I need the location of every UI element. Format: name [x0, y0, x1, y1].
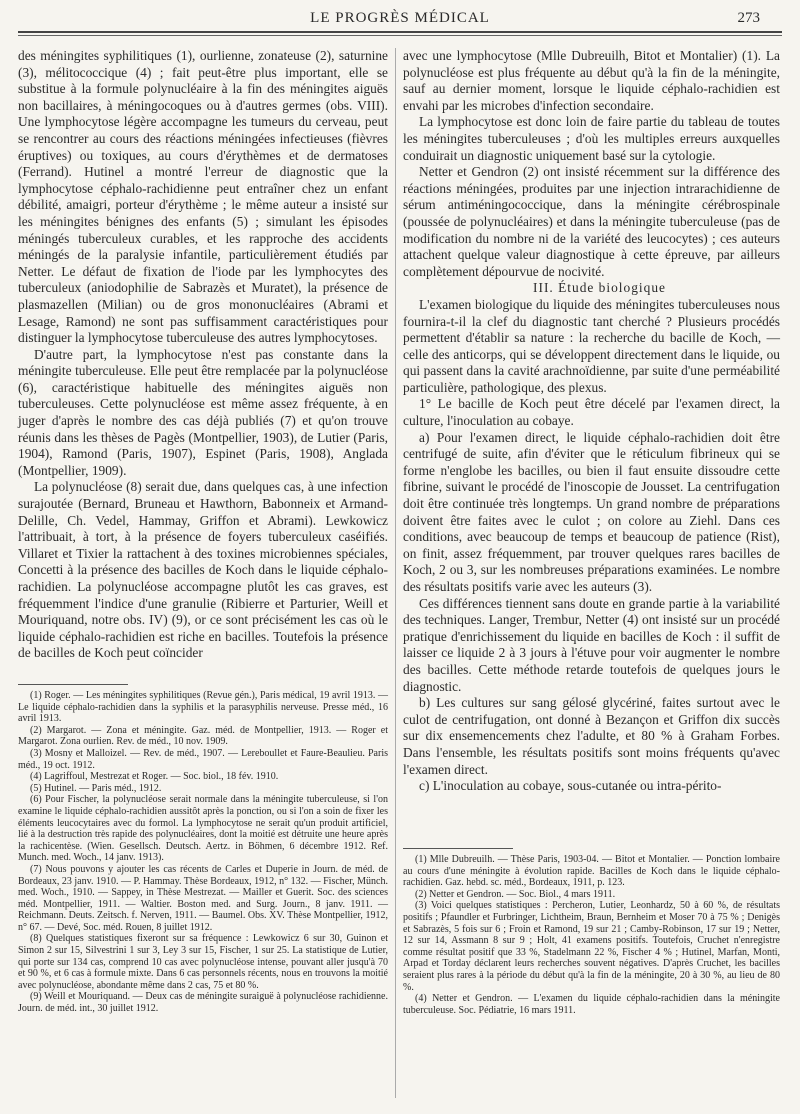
- body-paragraph: Ces différences tiennent sans doute en grande partie à la variabilité des techniques. Langer, Trembur, Netter (4) ont insisté sur un procédé pratique d'enrichissement du liquide en bacilles de Koch : il suffit de laisser ce liquide 2 à 3 jours à l'étuve pour voir augmenter le nombre des bacilles. Cette méthode retarde toutefois de quelques jours le diagnostic.: [403, 595, 780, 694]
- body-paragraph: 1° Le bacille de Koch peut être décelé par l'examen direct, la culture, l'inoculation au cobaye.: [403, 396, 780, 429]
- left-footnotes: [18, 690, 388, 1015]
- footnote-rule: [18, 684, 128, 685]
- body-paragraph: La lymphocytose est donc loin de faire partie du tableau de toutes les méningites tuberculeuses ; d'où les multiples erreurs auxquelles conduirait un diagnostic uniquement basé sur la cytologie.: [403, 114, 780, 163]
- footnote: (3) Mosny et Malloizel. — Rev. de méd., 1907. — Lereboullet et Faure-Beaulieu. Paris méd., 19 oct. 1912.: [18, 747, 388, 771]
- body-paragraph: D'autre part, la lymphocytose n'est pas constante dans la méningite tuberculeuse. Elle peut être remplacée par la polynucléose (6), caractéristique habituelle des méningites aiguës non tuberculeuses. Cette polynucléose est même assez fréquente, à en juger d'après le nombre des cas déjà publiés (7) et qu'on trouve réunis dans les thèses de Pagès (Montpellier, 1903), de Lutier (Paris, 1904), Ramond (Paris, 1907), Espinet (Paris, 1908), Anglada (Montpellier, 1909).: [18, 346, 388, 478]
- page-number: 273: [737, 10, 760, 26]
- body-paragraph: des méningites syphilitiques (1), ourlienne, zonateuse (2), saturnine (3), mélitococcique (4) ; fait peut-être plus important, elle se substitue à la formule polynucléaire à la fin des méningites aiguës non bacillaires, à méningocoques ou à d'autres germes (obs. VIII). Une lymphocytose légère accompagne les tumeurs du cerveau, peut se rencontrer au cours des réactions méningées infectieuses (fièvres éruptives) ou toxiques, au cours d'érythèmes et de dermatoses (Ferrand). Hutinel a montré l'erreur de diagnostic que la lymphocytose céphalo-rachidienne peut entraîner chez un enfant débilité, amaigri, porteur d'érythème ; le même auteur a insisté sur les méningites bénignes des enfants (5) ; simulant les épisodes méningés tuberculeux curables, et les rapproche des accidents méningés de la paralysie infantile, particulièrement étudiés par Netter. Le défaut de fixation de l'iode par les lymphocytes des tuberculeux (aniodophilie de Sabrazès et Muratet), la présence de plasmazellen (Milian) ou de gros mononucléaires (Abrami et Lesage, Ramond) ne sont pas suffisamment caractéristiques pour distinguer la lymphocytose tuberculeuse des autres lymphocytoses.: [18, 48, 388, 346]
- footnote: (1) Roger. — Les méningites syphilitiques (Revue gén.), Paris médical, 19 avril 1913. — Le liquide céphalo-rachidien dans la syphilis et la parasyphilis nerveuse. Presse méd., 16 avril 1913.: [18, 690, 388, 725]
- footnote: (7) Nous pouvons y ajouter les cas récents de Carles et Duperie in Journ. de méd. de Bordeaux, 23 janv. 1910. — P. Hammay. Thèse Bordeaux, 1912, n° 132. — Fischer, Münch. med. Woch., 1910. — Sappey, in Thèse Mestrezat. — Mailler et Guerit. Soc. des sciences méd. Montpellier, 1911. — Waltier. Boston med. and Surg. Journ., 8 janv. 1911. — Reichmann. Deuts. Zeitsch. f. Nerven, 1911. — Baumel. Obs. XV. Thèse Montpellier, 1912, n° 67. — Devé, Soc. méd. Rouen, 8 juillet 1912.: [18, 863, 388, 933]
- footnote: (1) Mlle Dubreuilh. — Thèse Paris, 1903-04. — Bitot et Montalier. — Ponction lombaire au cours d'une méningite à évolution rapide. Bacilles de Koch dans le liquide céphalo-rachidien. Gaz. hebd. sc. méd., Bordeaux, 1911, p. 123.: [403, 854, 780, 889]
- body-paragraph: La polynucléose (8) serait due, dans quelques cas, à une infection surajoutée (Bernard, Bruneau et Hawthorn, Babonneix et Armand-Delille, Ch. Vedel, Hammay, Griffon et Abrami). Lewkowicz l'attribuait, à tort, à la présence de foyers tuberculeux caséifiés. Villaret et Tixier la rattachent à des toxines microbiennes spéciales, Concetti à la présence des bacilles de Koch dans le liquide céphalo-rachidien. La polynucléose accompagne plutôt les cas graves, est fréquemment l'indice d'une granulie (Ribierre et Parturier, Weill et Mouriquand, notre obs. IV) (9), or ce sont précisément les cas où le liquide céphalo-rachidien est riche en bacilles. Toutefois la présence de bacilles de Koch peut coïncider: [18, 479, 388, 661]
- body-paragraph: a) Pour l'examen direct, le liquide céphalo-rachidien doit être centrifugé de suite, afin d'éviter que le réticulum fibrineux qui se forme n'englobe les bacilles, ou bien il faut ensuite dissoudre cette fibrine, suivant le procédé de l'inoscopie de Jousset. La centrifugation doit être continuée très longtemps. Un grand nombre de préparations doivent être faites avec le culot ; on colore au Ziehl. Dans ces conditions, avec beaucoup de temps et beaucoup de patience (Rist), on finit, assez fréquemment, par trouver quelques rares bacilles de Koch, 2 ou 3, sur les nombreuses préparations examinées. Le nombre des résultats positifs varie avec les auteurs (3).: [403, 429, 780, 594]
- footnote: (8) Quelques statistiques fixeront sur sa fréquence : Lewkowicz 6 sur 30, Guinon et Simon 2 sur 15, Silvestrini 1 sur 3, Ley 3 sur 15, Fischer, 1 sur 25. La statistique de Lutier, qui porte sur 134 cas, comprend 10 cas avec polynucléose intense, pouvant aller jusqu'à 70 et 90 %, et 6 cas à formule mixte. Dans 6 cas personnels récents, nous en trouvons la moitié avec polynucléose, abondante même dans 2 cas, 75 et 80 %.: [18, 933, 388, 991]
- footnote: (4) Netter et Gendron. — L'examen du liquide céphalo-rachidien dans la méningite tuberculeuse. Soc. Pédiatrie, 16 mars 1911.: [403, 993, 780, 1016]
- left-column: [18, 48, 388, 662]
- body-paragraph: b) Les cultures sur sang gélosé glycériné, faites surtout avec le culot de centrifugation, ont donné à Bezançon et Griffon dix succès sur dix ensemencements chez l'adulte, et 80 % à Graham Forbes. Dans l'ensemble, les résultats positifs sont moins fréquents qu'avec l'examen direct.: [403, 695, 780, 777]
- footnote: (2) Netter et Gendron. — Soc. Biol., 4 mars 1911.: [415, 888, 616, 900]
- header-rule-thin: [18, 35, 782, 36]
- section-heading: III. Étude biologique: [533, 280, 666, 296]
- footnote: (5) Hutinel. — Paris méd., 1912.: [30, 782, 162, 794]
- body-paragraph: Netter et Gendron (2) ont insisté récemment sur la différence des réactions méningées, produites par une injection intrarachidienne de sérum antiméningococcique, dans la méningite cérébrospinale (poussée de polynucléaires) et dans la méningite tuberculeuse (pas de modification du nombre ni de la variété des leucocytes) ; ces auteurs attachent quelque valeur diagnostique à cette épreuve, par ailleurs complètement dépourvue de nocivité.: [403, 164, 780, 279]
- footnote: (2) Margarot. — Zona et méningite. Gaz. méd. de Montpellier, 1913. — Roger et Margarot. Zona ourlien. Rev. de méd., 10 nov. 1909.: [18, 724, 388, 748]
- running-header: [18, 8, 782, 30]
- right-footnotes: [403, 854, 780, 1016]
- header-rule-thick: [18, 31, 782, 33]
- column-divider: [395, 48, 396, 1098]
- footnote: (9) Weill et Mouriquand. — Deux cas de méningite suraiguë à polynucléose rachidienne. Journ. de méd. int., 30 juillet 1912.: [18, 991, 388, 1015]
- right-column: [403, 48, 780, 795]
- footnote: (3) Voici quelques statistiques : Percheron, Lutier, Leonhardz, 50 à 60 %, de résultats positifs ; Pfaundler et Furbringer, Lichtheim, Braun, Bernheim et Moser 70 à 75 % ; Denigès et Sabrazès, 5 fois sur 6 ; Froin et Ramond, 19 sur 21 ; Camby-Robinson, 17 sur 19 ; Netter, 12 sur 14, Assmann 8 sur 9 ; Holt, 41 examens positifs. Toutefois, Cruchet n'enregistre comme résultat positif que 33 %, Stadelmann 22 %, Fischer 4 % ; Hutinel, Marfan, Monti, Arpad et Torday déclarent leurs recherches souvent négatives. D'après Cruchet, les bacilles seraient plus rares à la période du début qu'à la fin de la méningite, 20 à 30 %, au lieu de 80 %.: [403, 900, 780, 993]
- body-paragraph: L'examen biologique du liquide des méningites tuberculeuses nous fournira-t-il la clef du diagnostic tant cherché ? Plusieurs procédés permettent d'établir sa nature : la recherche du bacille de Koch, — celle des anticorps, qui se développent directement dans le liquide, ou qui passent dans la cavité arachnoïdienne, par suite d'une perméabilité particulière, pathologique, des plexus.: [403, 296, 780, 395]
- footnote: (6) Pour Fischer, la polynucléose serait normale dans la méningite tuberculeuse, si l'on examine le liquide céphalo-rachidien aussitôt après la ponction, ou si l'on a soin de fixer les éléments leucocytaires avec du formol. La lymphocytose ne serait qu'un produit artificiel, lié à la destruction très rapide des polynucléaires, dont la moitié est détruite une heure après la rachicentèse. (Wien. Gesellsch. Deutsch. Aertz. in Böhmen, 6 décembre 1912. Ref. Munch. med. Woch., 14 janv. 1913).: [18, 794, 388, 864]
- footnote-rule: [403, 848, 513, 849]
- body-paragraph: avec une lymphocytose (Mlle Dubreuilh, Bitot et Montalier) (1). La polynucléose est plus fréquente au début qu'à la fin de la méningite, sauf au dernier moment, lorsque le liquide céphalo-rachidien est envahi par les microbes d'infection secondaire.: [403, 48, 780, 113]
- body-paragraph: c) L'inoculation au cobaye, sous-cutanée ou intra-périto-: [419, 778, 722, 794]
- footnote: (4) Lagriffoul, Mestrezat et Roger. — Soc. biol., 18 fév. 1910.: [30, 771, 279, 783]
- journal-title: LE PROGRÈS MÉDICAL: [310, 10, 490, 26]
